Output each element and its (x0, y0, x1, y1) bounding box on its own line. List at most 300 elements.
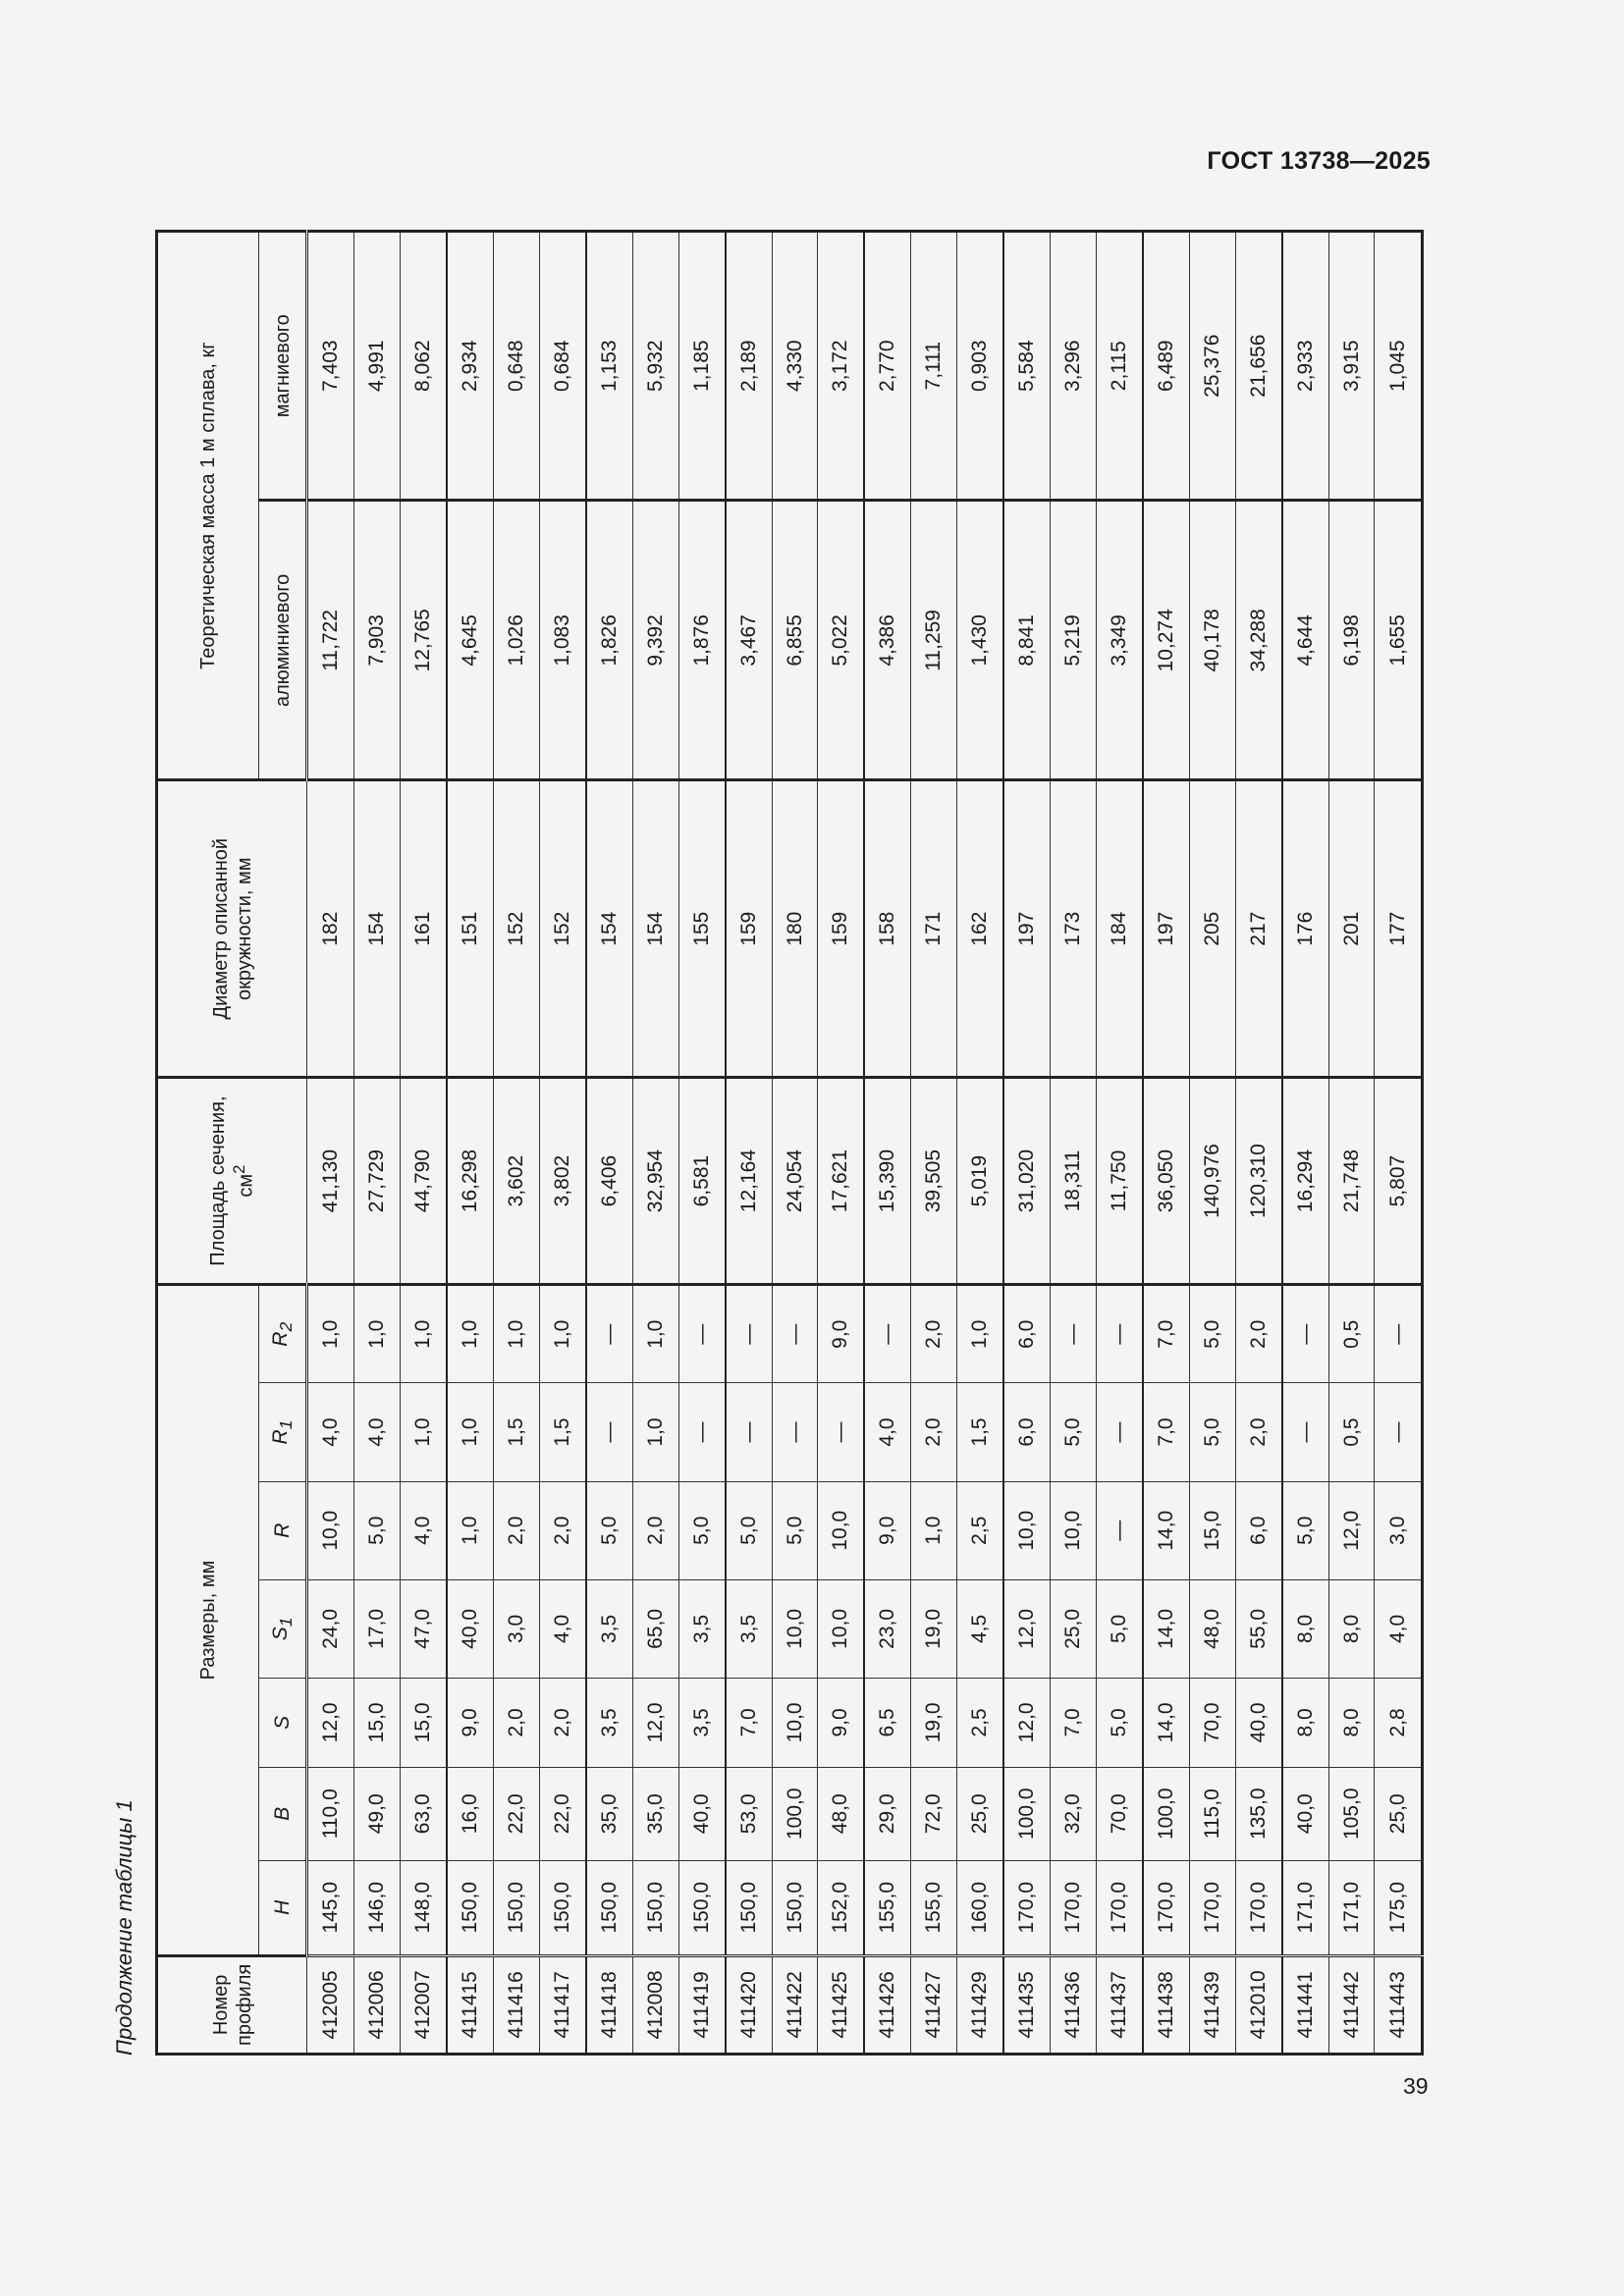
cell-R1: 1,5 (539, 1383, 586, 1481)
cell-diameter: 180 (772, 780, 818, 1078)
cell-R2: — (726, 1285, 773, 1383)
cell-diameter: 162 (957, 780, 1004, 1078)
cell-mass-aluminum: 1,026 (494, 501, 540, 780)
cell-diameter: 173 (1051, 780, 1097, 1078)
cell-mass-magnesium: 1,153 (586, 232, 633, 501)
cell-R2: — (678, 1285, 726, 1383)
cell-B: 100,0 (772, 1767, 818, 1860)
cell-mass-aluminum: 7,903 (354, 501, 401, 780)
cell-diameter: 151 (447, 780, 494, 1078)
cell-mass-aluminum: 8,841 (1003, 501, 1051, 780)
cell-R1: 1,0 (632, 1383, 678, 1481)
cell-S: 12,0 (632, 1679, 678, 1768)
cell-S: 14,0 (1143, 1679, 1190, 1768)
cell-R1: 1,0 (447, 1383, 494, 1481)
cell-B: 135,0 (1235, 1767, 1282, 1860)
cell-area: 11,750 (1096, 1078, 1143, 1285)
cell-mass-aluminum: 1,826 (586, 501, 633, 780)
cell-S1: 3,0 (494, 1579, 540, 1678)
cell-B: 49,0 (354, 1767, 401, 1860)
document-code: ГОСТ 13738—2025 (1207, 147, 1431, 175)
cell-profile-number: 411417 (539, 1955, 586, 2054)
cell-mass-aluminum: 3,349 (1096, 501, 1143, 780)
cell-diameter: 152 (494, 780, 540, 1078)
cell-mass-aluminum: 1,083 (539, 501, 586, 780)
cell-profile-number: 411422 (772, 1955, 818, 2054)
cell-R2: 1,0 (632, 1285, 678, 1383)
cell-diameter: 155 (678, 780, 726, 1078)
cell-R1: 2,0 (1235, 1383, 1282, 1481)
header-magnesium: магниевого (259, 232, 307, 501)
cell-profile-number: 411437 (1096, 1955, 1143, 2054)
cell-H: 170,0 (1096, 1860, 1143, 1955)
cell-R: 2,0 (494, 1481, 540, 1579)
cell-B: 48,0 (818, 1767, 865, 1860)
table-row (632, 232, 678, 2055)
cell-H: 175,0 (1375, 1860, 1423, 1955)
cell-R: 15,0 (1189, 1481, 1235, 1579)
table-row (586, 232, 633, 2055)
header-R2: $R_2$ (259, 1285, 307, 1383)
header-S1: $S_1$ (259, 1579, 307, 1678)
cell-B: 16,0 (447, 1767, 494, 1860)
cell-diameter: 159 (726, 780, 773, 1078)
cell-R1: — (586, 1383, 633, 1481)
cell-mass-aluminum: 34,288 (1235, 501, 1282, 780)
cell-profile-number: 411439 (1189, 1955, 1235, 2054)
header-R1: $R_1$ (259, 1383, 307, 1481)
cell-mass-aluminum: 11,259 (911, 501, 957, 780)
cell-diameter: 161 (401, 780, 448, 1078)
cell-S1: 10,0 (772, 1579, 818, 1678)
cell-H: 145,0 (307, 1860, 354, 1955)
table-row (818, 232, 865, 2055)
cell-S: 3,5 (678, 1679, 726, 1768)
cell-profile-number: 411426 (864, 1955, 911, 2054)
header-profile-number: Номер профиля (157, 1955, 307, 2054)
table-row (354, 232, 401, 2055)
table-row (864, 232, 911, 2055)
cell-diameter: 152 (539, 780, 586, 1078)
cell-mass-magnesium: 4,991 (354, 232, 401, 501)
table-row (772, 232, 818, 2055)
cell-mass-magnesium: 2,189 (726, 232, 773, 501)
cell-profile-number: 411442 (1328, 1955, 1375, 2054)
cell-diameter: 184 (1096, 780, 1143, 1078)
cell-R: 14,0 (1143, 1481, 1190, 1579)
cell-R: 10,0 (1051, 1481, 1097, 1579)
cell-H: 171,0 (1328, 1860, 1375, 1955)
cell-mass-aluminum: 11,722 (307, 501, 354, 780)
cell-mass-aluminum: 1,430 (957, 501, 1004, 780)
cell-R1: 1,0 (401, 1383, 448, 1481)
cell-H: 150,0 (586, 1860, 633, 1955)
cell-diameter: 182 (307, 780, 354, 1078)
cell-area: 140,976 (1189, 1078, 1235, 1285)
profiles-table-container (155, 230, 1424, 2056)
cell-R2: 1,0 (447, 1285, 494, 1383)
cell-H: 155,0 (911, 1860, 957, 1955)
cell-R: 2,0 (632, 1481, 678, 1579)
cell-R1: 6,0 (1003, 1383, 1051, 1481)
cell-R: 5,0 (586, 1481, 633, 1579)
header-S: S (259, 1679, 307, 1768)
cell-R: 10,0 (1003, 1481, 1051, 1579)
cell-mass-aluminum: 40,178 (1189, 501, 1235, 780)
header-B: B (259, 1767, 307, 1860)
cell-profile-number: 411425 (818, 1955, 865, 2054)
cell-mass-magnesium: 0,648 (494, 232, 540, 501)
cell-mass-magnesium: 5,584 (1003, 232, 1051, 501)
cell-area: 3,602 (494, 1078, 540, 1285)
cell-B: 22,0 (539, 1767, 586, 1860)
cell-R: — (1096, 1481, 1143, 1579)
cell-mass-magnesium: 2,770 (864, 232, 911, 501)
cell-S: 8,0 (1328, 1679, 1375, 1768)
cell-S1: 17,0 (354, 1579, 401, 1678)
cell-area: 39,505 (911, 1078, 957, 1285)
cell-mass-magnesium: 7,111 (911, 232, 957, 501)
cell-R: 9,0 (864, 1481, 911, 1579)
cell-B: 29,0 (864, 1767, 911, 1860)
cell-mass-magnesium: 2,934 (447, 232, 494, 501)
header-aluminum: алюминиевого (259, 501, 307, 780)
cell-B: 25,0 (957, 1767, 1004, 1860)
cell-R: 5,0 (772, 1481, 818, 1579)
cell-R1: 4,0 (864, 1383, 911, 1481)
cell-R2: 1,0 (401, 1285, 448, 1383)
cell-area: 27,729 (354, 1078, 401, 1285)
cell-mass-magnesium: 25,376 (1189, 232, 1235, 501)
header-mass: Теоретическая масса 1 м сплава, кг (157, 232, 259, 780)
cell-area: 44,790 (401, 1078, 448, 1285)
cell-mass-magnesium: 2,115 (1096, 232, 1143, 501)
cell-area: 18,311 (1051, 1078, 1097, 1285)
cell-area: 120,310 (1235, 1078, 1282, 1285)
cell-mass-magnesium: 2,933 (1282, 232, 1329, 501)
cell-R1: — (818, 1383, 865, 1481)
cell-mass-magnesium: 7,403 (307, 232, 354, 501)
cell-S1: 8,0 (1282, 1579, 1329, 1678)
cell-B: 100,0 (1143, 1767, 1190, 1860)
cell-S1: 14,0 (1143, 1579, 1190, 1678)
cell-profile-number: 411443 (1375, 1955, 1423, 2054)
table-row (401, 232, 448, 2055)
cell-mass-aluminum: 1,655 (1375, 501, 1423, 780)
cell-R: 6,0 (1235, 1481, 1282, 1579)
cell-area: 5,019 (957, 1078, 1004, 1285)
cell-S1: 55,0 (1235, 1579, 1282, 1678)
cell-B: 35,0 (632, 1767, 678, 1860)
cell-S: 2,5 (957, 1679, 1004, 1768)
cell-S1: 4,0 (1375, 1579, 1423, 1678)
cell-R2: — (1096, 1285, 1143, 1383)
cell-S: 5,0 (1096, 1679, 1143, 1768)
cell-mass-aluminum: 6,855 (772, 501, 818, 780)
table-row (1189, 232, 1235, 2055)
cell-R1: — (726, 1383, 773, 1481)
cell-mass-aluminum: 10,274 (1143, 501, 1190, 780)
cell-S: 2,0 (539, 1679, 586, 1768)
cell-S: 12,0 (1003, 1679, 1051, 1768)
page-number: 39 (1403, 2073, 1429, 2099)
cell-H: 155,0 (864, 1860, 911, 1955)
header-diameter: Диаметр описанной окружности, мм (157, 780, 307, 1078)
table-row (307, 232, 354, 2055)
cell-R: 5,0 (678, 1481, 726, 1579)
cell-H: 150,0 (772, 1860, 818, 1955)
cell-S: 12,0 (307, 1679, 354, 1768)
cell-R: 3,0 (1375, 1481, 1423, 1579)
cell-profile-number: 411441 (1282, 1955, 1329, 2054)
cell-S1: 19,0 (911, 1579, 957, 1678)
cell-diameter: 154 (586, 780, 633, 1078)
cell-R1: — (678, 1383, 726, 1481)
cell-H: 148,0 (401, 1860, 448, 1955)
cell-S: 15,0 (354, 1679, 401, 1768)
table-row (1328, 232, 1375, 2055)
cell-area: 12,164 (726, 1078, 773, 1285)
cell-R1: — (1282, 1383, 1329, 1481)
cell-area: 5,807 (1375, 1078, 1423, 1285)
cell-H: 150,0 (678, 1860, 726, 1955)
cell-R: 12,0 (1328, 1481, 1375, 1579)
cell-R: 10,0 (818, 1481, 865, 1579)
cell-R: 5,0 (726, 1481, 773, 1579)
cell-R2: — (1051, 1285, 1097, 1383)
cell-area: 32,954 (632, 1078, 678, 1285)
cell-H: 170,0 (1235, 1860, 1282, 1955)
cell-B: 53,0 (726, 1767, 773, 1860)
cell-S: 9,0 (447, 1679, 494, 1768)
cell-B: 40,0 (678, 1767, 726, 1860)
cell-mass-aluminum: 1,876 (678, 501, 726, 780)
cell-B: 22,0 (494, 1767, 540, 1860)
cell-S1: 25,0 (1051, 1579, 1097, 1678)
cell-profile-number: 411415 (447, 1955, 494, 2054)
cell-profile-number: 411419 (678, 1955, 726, 2054)
cell-R2: 9,0 (818, 1285, 865, 1383)
cell-R2: — (772, 1285, 818, 1383)
cell-profile-number: 412010 (1235, 1955, 1282, 2054)
cell-mass-magnesium: 0,684 (539, 232, 586, 501)
cell-B: 70,0 (1096, 1767, 1143, 1860)
cell-R1: — (772, 1383, 818, 1481)
cell-diameter: 158 (864, 780, 911, 1078)
cell-S1: 48,0 (1189, 1579, 1235, 1678)
cell-H: 170,0 (1189, 1860, 1235, 1955)
cell-R: 10,0 (307, 1481, 354, 1579)
table-row (539, 232, 586, 2055)
cell-R2: 7,0 (1143, 1285, 1190, 1383)
cell-mass-aluminum: 12,765 (401, 501, 448, 780)
cell-diameter: 197 (1143, 780, 1190, 1078)
cell-area: 3,802 (539, 1078, 586, 1285)
cell-S1: 4,5 (957, 1579, 1004, 1678)
cell-B: 32,0 (1051, 1767, 1097, 1860)
header-H: H (259, 1860, 307, 1955)
cell-S1: 3,5 (726, 1579, 773, 1678)
cell-R: 5,0 (1282, 1481, 1329, 1579)
cell-B: 40,0 (1282, 1767, 1329, 1860)
cell-area: 6,406 (586, 1078, 633, 1285)
profiles-table (155, 230, 1424, 2056)
cell-B: 25,0 (1375, 1767, 1423, 1860)
cell-mass-magnesium: 21,656 (1235, 232, 1282, 501)
cell-B: 100,0 (1003, 1767, 1051, 1860)
cell-mass-aluminum: 5,219 (1051, 501, 1097, 780)
cell-H: 170,0 (1051, 1860, 1097, 1955)
table-row (1375, 232, 1423, 2055)
cell-area: 17,621 (818, 1078, 865, 1285)
cell-diameter: 205 (1189, 780, 1235, 1078)
cell-B: 115,0 (1189, 1767, 1235, 1860)
cell-profile-number: 411418 (586, 1955, 633, 2054)
cell-mass-magnesium: 1,185 (678, 232, 726, 501)
cell-H: 150,0 (447, 1860, 494, 1955)
cell-mass-aluminum: 5,022 (818, 501, 865, 780)
cell-profile-number: 412008 (632, 1955, 678, 2054)
cell-H: 152,0 (818, 1860, 865, 1955)
table-row (726, 232, 773, 2055)
cell-R2: 6,0 (1003, 1285, 1051, 1383)
cell-H: 146,0 (354, 1860, 401, 1955)
cell-mass-magnesium: 0,903 (957, 232, 1004, 501)
cell-S1: 12,0 (1003, 1579, 1051, 1678)
cell-R1: 0,5 (1328, 1383, 1375, 1481)
cell-H: 170,0 (1143, 1860, 1190, 1955)
header-area: Площадь сечения, $см^2$ (157, 1078, 307, 1285)
cell-R2: — (586, 1285, 633, 1383)
cell-R: 2,0 (539, 1481, 586, 1579)
cell-area: 36,050 (1143, 1078, 1190, 1285)
cell-profile-number: 411438 (1143, 1955, 1190, 2054)
cell-R1: 1,5 (957, 1383, 1004, 1481)
cell-B: 63,0 (401, 1767, 448, 1860)
cell-H: 150,0 (632, 1860, 678, 1955)
cell-diameter: 217 (1235, 780, 1282, 1078)
cell-S1: 3,5 (678, 1579, 726, 1678)
table-row (494, 232, 540, 2055)
cell-R1: 7,0 (1143, 1383, 1190, 1481)
cell-S: 19,0 (911, 1679, 957, 1768)
cell-S: 7,0 (1051, 1679, 1097, 1768)
cell-profile-number: 411436 (1051, 1955, 1097, 2054)
cell-area: 24,054 (772, 1078, 818, 1285)
cell-area: 31,020 (1003, 1078, 1051, 1285)
cell-B: 35,0 (586, 1767, 633, 1860)
cell-S: 8,0 (1282, 1679, 1329, 1768)
table-row (1282, 232, 1329, 2055)
cell-profile-number: 411429 (957, 1955, 1004, 2054)
cell-R1: 5,0 (1051, 1383, 1097, 1481)
cell-R2: — (864, 1285, 911, 1383)
table-body (307, 232, 1423, 2055)
cell-B: 72,0 (911, 1767, 957, 1860)
cell-diameter: 177 (1375, 780, 1423, 1078)
cell-mass-aluminum: 6,198 (1328, 501, 1375, 780)
cell-S: 15,0 (401, 1679, 448, 1768)
cell-S: 9,0 (818, 1679, 865, 1768)
cell-profile-number: 411435 (1003, 1955, 1051, 2054)
cell-mass-magnesium: 6,489 (1143, 232, 1190, 501)
table-row (1051, 232, 1097, 2055)
cell-R: 1,0 (911, 1481, 957, 1579)
cell-mass-magnesium: 5,932 (632, 232, 678, 501)
cell-R: 4,0 (401, 1481, 448, 1579)
cell-H: 150,0 (539, 1860, 586, 1955)
table-caption: Продолжение таблицы 1 (112, 1799, 136, 2056)
cell-mass-magnesium: 3,296 (1051, 232, 1097, 501)
cell-H: 150,0 (494, 1860, 540, 1955)
cell-S1: 40,0 (447, 1579, 494, 1678)
cell-S: 2,8 (1375, 1679, 1423, 1768)
cell-area: 41,130 (307, 1078, 354, 1285)
cell-R1: 4,0 (307, 1383, 354, 1481)
cell-R2: 2,0 (1235, 1285, 1282, 1383)
cell-mass-magnesium: 4,330 (772, 232, 818, 501)
cell-S1: 8,0 (1328, 1579, 1375, 1678)
cell-R1: — (1096, 1383, 1143, 1481)
cell-R2: 0,5 (1328, 1285, 1375, 1383)
cell-S: 2,0 (494, 1679, 540, 1768)
cell-profile-number: 412006 (354, 1955, 401, 2054)
cell-diameter: 154 (354, 780, 401, 1078)
cell-area: 15,390 (864, 1078, 911, 1285)
cell-R1: 5,0 (1189, 1383, 1235, 1481)
cell-R1: 1,5 (494, 1383, 540, 1481)
cell-mass-magnesium: 8,062 (401, 232, 448, 501)
cell-S: 40,0 (1235, 1679, 1282, 1768)
cell-S1: 10,0 (818, 1579, 865, 1678)
cell-diameter: 197 (1003, 780, 1051, 1078)
cell-S1: 23,0 (864, 1579, 911, 1678)
cell-R2: 1,0 (494, 1285, 540, 1383)
cell-diameter: 154 (632, 780, 678, 1078)
cell-S1: 65,0 (632, 1579, 678, 1678)
cell-B: 105,0 (1328, 1767, 1375, 1860)
table-row (911, 232, 957, 2055)
table-row (1143, 232, 1190, 2055)
cell-R2: 2,0 (911, 1285, 957, 1383)
cell-R2: 1,0 (307, 1285, 354, 1383)
cell-H: 171,0 (1282, 1860, 1329, 1955)
cell-profile-number: 411420 (726, 1955, 773, 2054)
table-row (1096, 232, 1143, 2055)
cell-S: 6,5 (864, 1679, 911, 1768)
cell-R1: 4,0 (354, 1383, 401, 1481)
cell-S: 10,0 (772, 1679, 818, 1768)
cell-profile-number: 412005 (307, 1955, 354, 2054)
cell-mass-aluminum: 4,386 (864, 501, 911, 780)
cell-area: 6,581 (678, 1078, 726, 1285)
cell-diameter: 201 (1328, 780, 1375, 1078)
cell-R2: — (1375, 1285, 1423, 1383)
cell-mass-aluminum: 9,392 (632, 501, 678, 780)
table-row (957, 232, 1004, 2055)
cell-mass-aluminum: 3,467 (726, 501, 773, 780)
cell-profile-number: 411427 (911, 1955, 957, 2054)
cell-S1: 24,0 (307, 1579, 354, 1678)
cell-R: 5,0 (354, 1481, 401, 1579)
cell-H: 160,0 (957, 1860, 1004, 1955)
cell-mass-magnesium: 3,172 (818, 232, 865, 501)
cell-mass-magnesium: 1,045 (1375, 232, 1423, 501)
table-row (1235, 232, 1282, 2055)
cell-diameter: 171 (911, 780, 957, 1078)
cell-area: 21,748 (1328, 1078, 1375, 1285)
cell-S: 3,5 (586, 1679, 633, 1768)
